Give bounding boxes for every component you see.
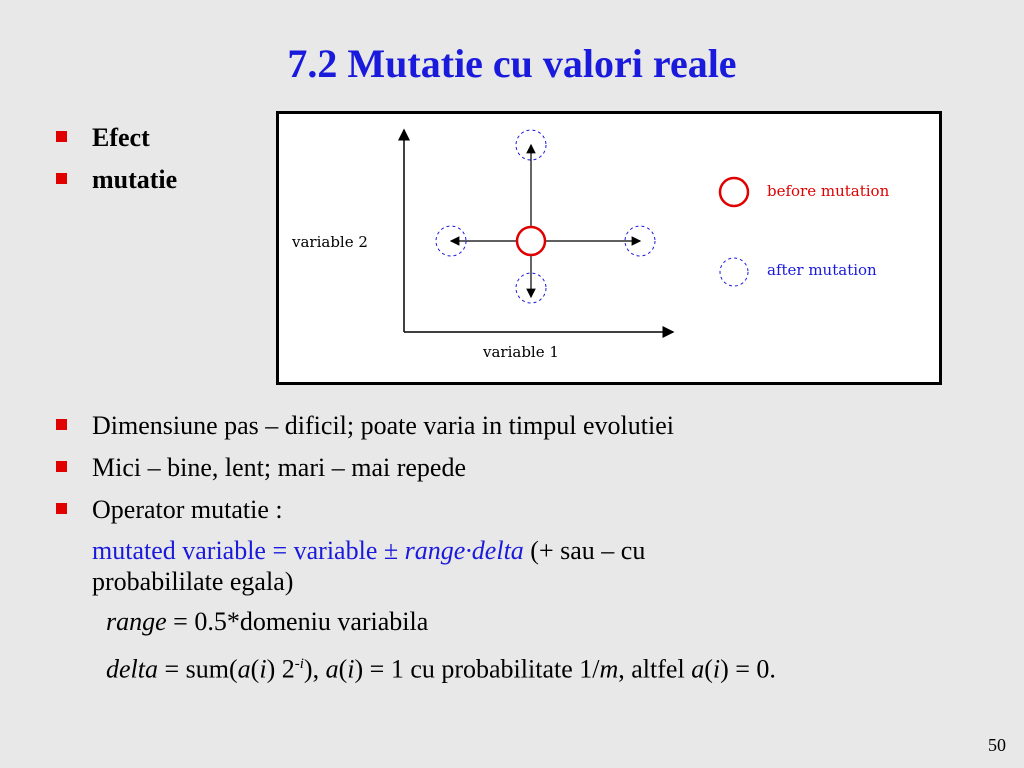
formula-text: mutated variable = variable ± — [92, 536, 405, 565]
y-axis-label: variable 2 — [292, 233, 368, 251]
range-var: range — [106, 607, 167, 636]
formula-sign-note: (+ sau – cu — [523, 536, 646, 565]
delta-m: m — [599, 654, 619, 684]
page-number: 50 — [988, 735, 1006, 755]
legend-before-icon — [720, 178, 748, 206]
formula-line-2: probabililate egala) — [92, 567, 294, 596]
delta-paren: ( — [338, 654, 348, 684]
bullet-square-icon — [56, 419, 67, 430]
bullet-text: Mici – bine, lent; mari – mai repede — [92, 453, 466, 482]
delta-i: i — [712, 654, 721, 684]
bullet-text: Dimensiune pas – dificil; poate varia in timpul evolutiei — [92, 411, 674, 440]
legend-after-icon — [720, 258, 748, 286]
mutation-diagram-svg — [279, 114, 939, 382]
delta-a: a — [325, 654, 339, 684]
delta-text: , altfel — [618, 654, 692, 684]
before-mutation-circle — [517, 227, 545, 255]
delta-a: a — [237, 654, 251, 684]
delta-i: i — [347, 654, 355, 684]
bullet-text: Operator mutatie : — [92, 495, 283, 524]
range-rest: = 0.5*domeniu variabila — [166, 607, 429, 636]
bullet-square-icon — [56, 503, 67, 514]
range-definition — [106, 607, 428, 637]
slide-title: 7.2 Mutatie cu valori reale — [287, 41, 737, 86]
delta-paren: ( — [704, 654, 713, 684]
formula-range-delta: range·delta — [404, 536, 524, 565]
delta-text: ) = 1 cu probabilitate 1/ — [354, 654, 600, 684]
delta-a: a — [691, 654, 705, 684]
x-axis-label: variable 1 — [483, 343, 559, 361]
bullet-square-icon — [56, 131, 67, 142]
bullet-square-icon — [56, 461, 67, 472]
delta-text: ), — [303, 654, 326, 684]
mutation-diagram — [276, 111, 942, 385]
delta-paren: ( — [250, 654, 260, 684]
delta-var: delta — [106, 654, 158, 684]
formula-line-1 — [92, 536, 645, 566]
delta-i: i — [259, 654, 267, 684]
legend-before-label: before mutation — [767, 182, 890, 200]
delta-definition — [106, 649, 776, 685]
bullet-text: mutatie — [92, 165, 178, 194]
bullet-text: Efect — [92, 123, 150, 152]
legend-after-label: after mutation — [767, 261, 877, 279]
delta-text: ) 2 — [266, 654, 295, 684]
bullet-square-icon — [56, 173, 67, 184]
delta-exponent: -i — [294, 656, 304, 672]
delta-text: ) = 0. — [720, 654, 776, 684]
delta-text: = sum( — [158, 654, 238, 684]
